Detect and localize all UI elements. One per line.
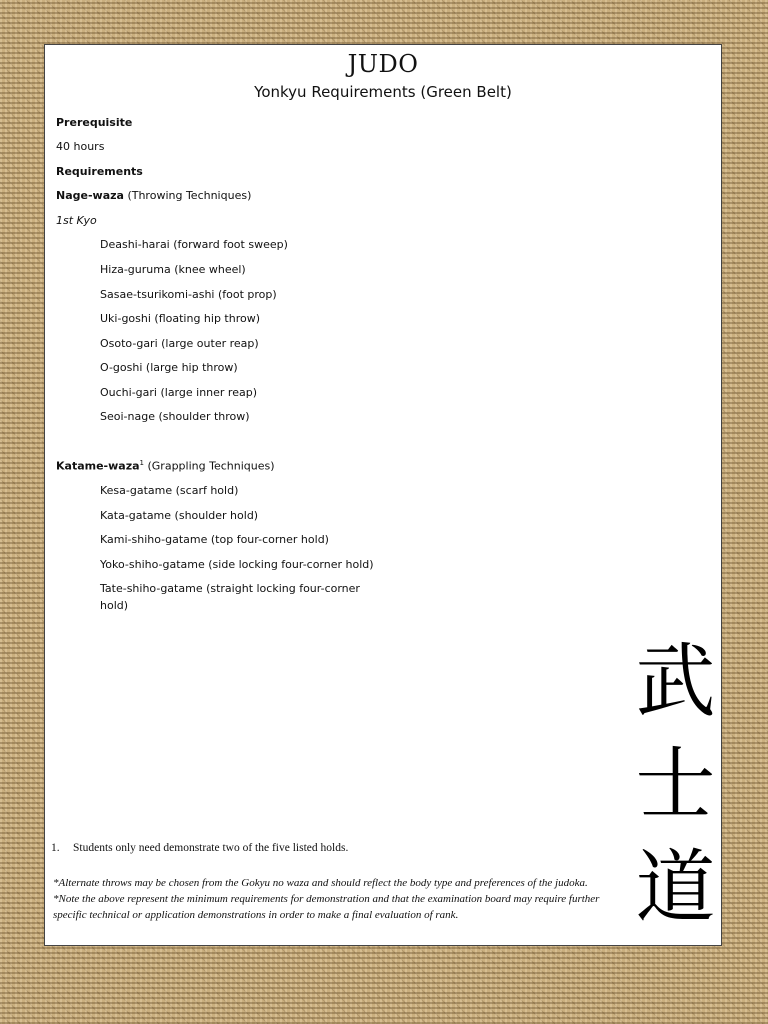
note-minimum-requirements: *Note the above represent the minimum requirements for demonstration and that the examination board may require further specific technical or application demonstrations in order to make a final evaluation of rank. xyxy=(53,893,600,921)
list-item: Yoko-shiho-gatame (side locking four-corner hold) xyxy=(100,558,374,571)
list-item: Tate-shiho-gatame (straight locking four-corner xyxy=(100,582,360,595)
list-item: Sasae-tsurikomi-ashi (foot prop) xyxy=(100,288,277,301)
bushido-kanji xyxy=(628,630,722,939)
footnote-text: Students only need demonstrate two of the five listed holds. xyxy=(73,842,349,854)
list-item: Hiza-guruma (knee wheel) xyxy=(100,263,246,276)
requirements-heading: Requirements xyxy=(56,165,143,178)
kyo-label: 1st Kyo xyxy=(56,214,97,227)
list-item: Osoto-gari (large outer reap) xyxy=(100,337,259,350)
kanji-shi: 士 xyxy=(635,738,716,831)
note-alternate-throws: *Alternate throws may be chosen from the Gokyu no waza and should reflect the body type and preferences of the judoka. xyxy=(53,877,588,889)
list-item: Kami-shiho-gatame (top four-corner hold) xyxy=(100,533,329,546)
katame-waza-desc: (Grappling Techniques) xyxy=(144,459,275,473)
nage-waza-heading xyxy=(56,189,251,202)
list-item: Kata-gatame (shoulder hold) xyxy=(100,509,259,522)
footnote-number: 1. xyxy=(51,842,60,854)
footnote-marker: 1 xyxy=(139,459,144,467)
list-item: Seoi-nage (shoulder throw) xyxy=(100,410,250,423)
list-item: Uki-goshi (floating hip throw) xyxy=(100,312,261,325)
list-item: O-goshi (large hip throw) xyxy=(100,361,238,374)
list-item: Ouchi-gari (large inner reap) xyxy=(100,386,257,399)
document-page xyxy=(44,44,722,946)
prerequisite-value: 40 hours xyxy=(56,140,105,153)
prerequisite-heading: Prerequisite xyxy=(56,116,133,129)
list-item: Deashi-harai (forward foot sweep) xyxy=(100,238,288,251)
katame-waza-heading xyxy=(56,459,275,473)
nage-waza-name: Nage-waza xyxy=(56,189,124,202)
kanji-do: 道 xyxy=(635,841,716,934)
page-subtitle: Yonkyu Requirements (Green Belt) xyxy=(254,83,512,101)
page-title: JUDO xyxy=(347,50,419,78)
nage-waza-desc: (Throwing Techniques) xyxy=(123,189,252,202)
list-item: Kesa-gatame (scarf hold) xyxy=(100,484,239,497)
list-item: hold) xyxy=(100,599,129,612)
katame-waza-name: Katame-waza xyxy=(56,459,140,473)
footnote xyxy=(51,842,348,854)
kanji-bu: 武 xyxy=(635,635,716,728)
notes xyxy=(53,875,625,923)
